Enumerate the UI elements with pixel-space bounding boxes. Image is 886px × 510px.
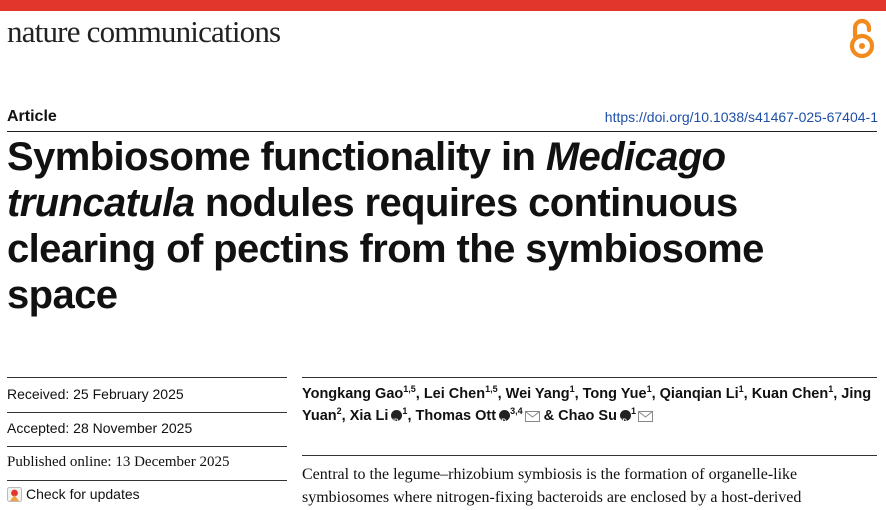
published-date: Published online: 13 December 2025 [7,454,230,470]
author-entry [416,408,540,424]
divider [7,446,287,447]
author-affiliation: 1 [828,384,834,395]
author-entry [583,386,652,402]
orcid-icon[interactable] [499,410,510,421]
author-name[interactable]: Jing Yuan [302,386,872,424]
divider [7,412,287,413]
author-entry [424,386,498,402]
author-affiliation: 1 [630,406,636,417]
divider [7,131,877,132]
article-title [7,134,877,318]
divider [302,455,877,456]
title-part-1: Symbiosome functionality in [7,135,546,179]
orcid-icon[interactable] [620,410,631,421]
author-entry [302,386,416,402]
author-name[interactable]: Wei Yang [505,386,570,402]
divider [302,377,877,378]
author-name[interactable]: Xia Li [349,408,389,424]
author-list: Yongkang Gao$^{1,5}$, Lei Chen$^{1,5}$, Wei Yang$^1$, Tong Yue$^1$, Qianqian Li$^1$, Kuan Chen$^1$, Jing Yuan$^2$, Xia LiiD $^1$, Thomas OttiD $^{3,4}$ & Chao SuiD $^1$ [302,383,877,427]
check-updates-label: Check for updates [26,486,140,502]
author-affiliation: 1,5 [485,384,498,395]
divider [7,377,287,378]
author-joiner: & [543,408,555,424]
author-entry [350,408,408,424]
mail-icon[interactable] [638,411,653,422]
mail-icon[interactable] [525,411,540,422]
author-affiliation: 2 [336,406,342,417]
author-entry [752,386,834,402]
author-affiliation: 3,4 [510,406,523,417]
author-name[interactable]: Qianqian Li [659,386,739,402]
check-for-updates-button[interactable] [7,486,140,502]
author-affiliation: 1,5 [403,384,416,395]
author-affiliation: 1 [646,384,652,395]
journal-name[interactable]: nature communications [7,14,281,49]
author-name[interactable]: Thomas Ott [415,408,497,424]
author-name[interactable]: Yongkang Gao [302,386,404,402]
author-name[interactable]: Chao Su [558,408,617,424]
title-species: Medicago truncatula [7,135,726,225]
title-part-2: nodules requires continuous clearing of pectins from the symbiosome space [7,181,764,317]
author-affiliation: 1 [569,384,575,395]
doi-link[interactable]: https://doi.org/10.1038/s41467-025-67404-1 [604,109,878,125]
author-name[interactable]: Lei Chen [423,386,486,402]
article-type-label: Article [7,108,57,125]
accepted-date: Accepted: 28 November 2025 [7,420,193,436]
divider [7,480,287,481]
received-date: Received: 25 February 2025 [7,386,184,402]
open-access-lock-icon [846,16,878,60]
author-entry [660,386,744,402]
orcid-icon[interactable] [391,410,402,421]
author-entry [558,408,653,424]
author-affiliation: 1 [738,384,744,395]
author-entry [506,386,575,402]
author-affiliation: 1 [402,406,408,417]
author-name[interactable]: Kuan Chen [751,386,829,402]
author-name[interactable]: Tong Yue [582,386,647,402]
abstract-text: Central to the legume–rhizobium symbiosis is the formation of organelle-like symbiosomes where nitrogen-fixing bacteroids are enclosed by a host-derived [302,466,802,506]
top-accent-bar [0,0,886,11]
check-updates-icon [7,487,22,502]
